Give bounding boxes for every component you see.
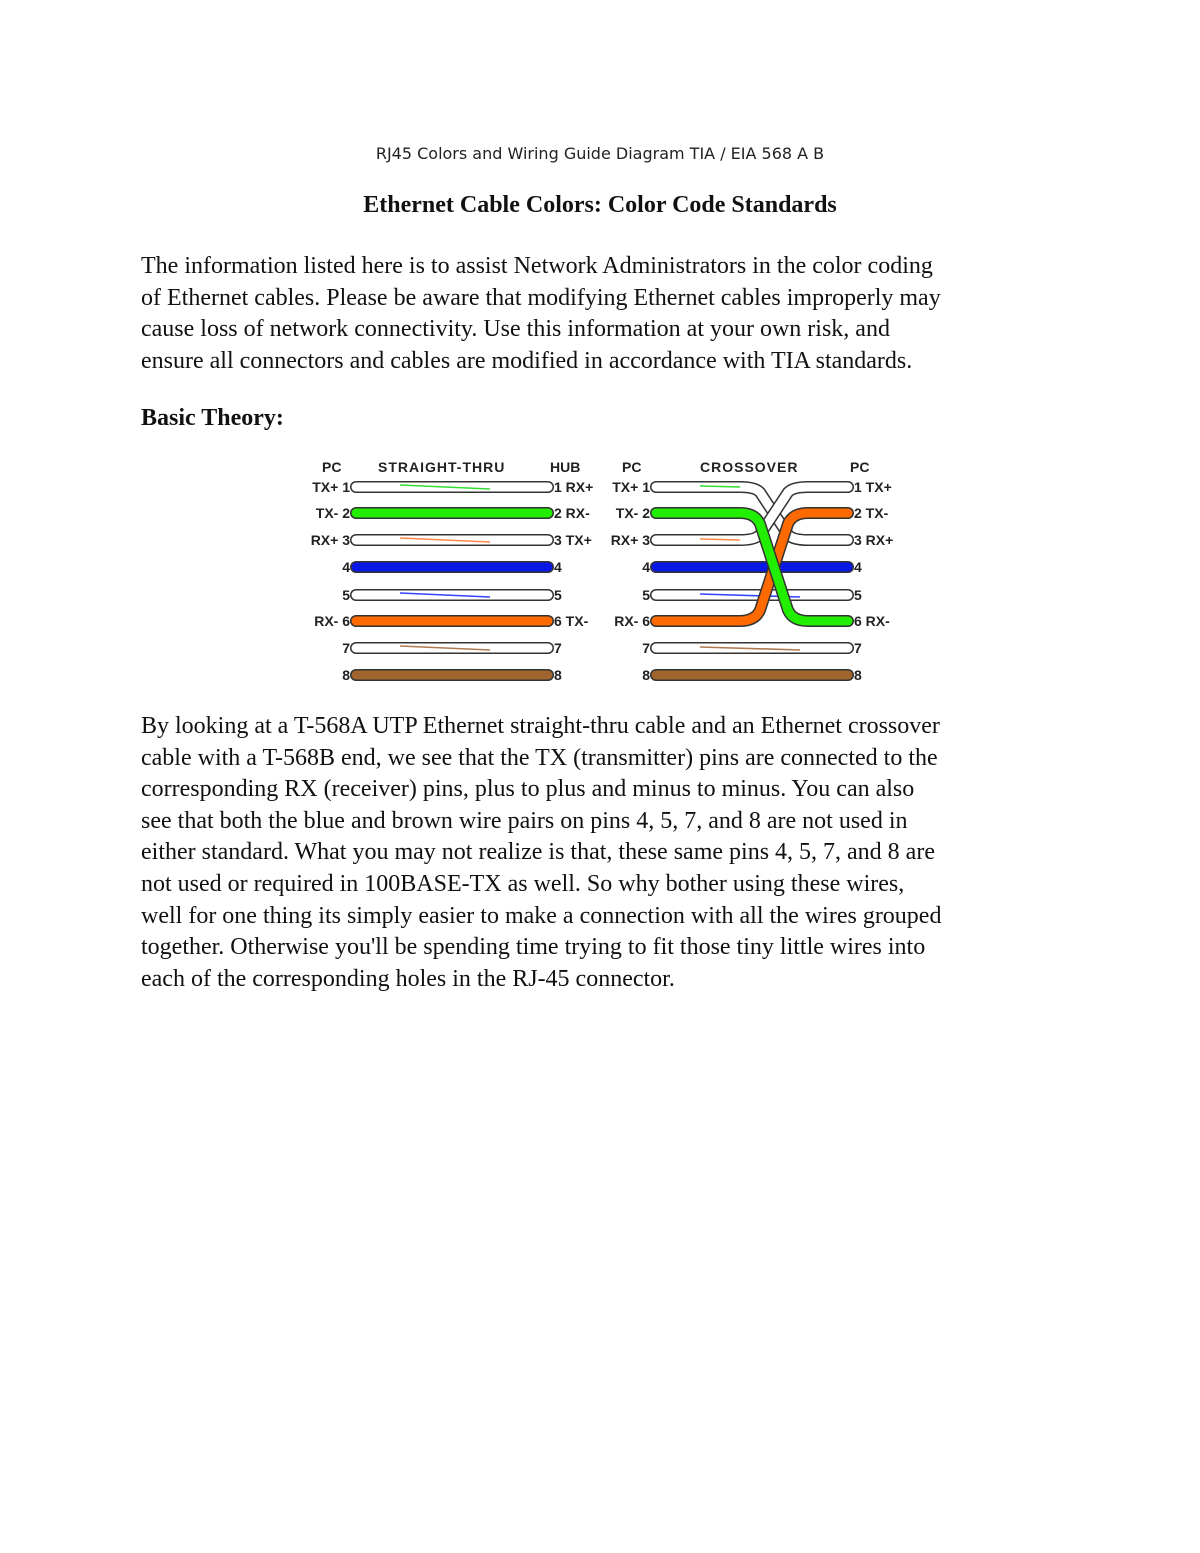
straight-right-pin-label: 6 TX- xyxy=(554,613,589,629)
text-line: cause loss of network connectivity. Use this information at your own risk, and xyxy=(141,316,890,343)
crossover-right-pin-label: 6 RX- xyxy=(854,613,890,629)
crossover-title: CROSSOVER xyxy=(700,459,799,475)
text-line: each of the corresponding holes in the RJ-45 connector. xyxy=(141,965,675,992)
straight-right-pin-label: 7 xyxy=(554,640,562,656)
crossover-left-pin-label: RX+ 3 xyxy=(610,532,650,548)
straight-wire-7 xyxy=(356,646,548,650)
page-title: Ethernet Cable Colors: Color Code Standards xyxy=(363,192,837,218)
crossover-left-pin-label: 5 xyxy=(642,587,650,603)
straight-left-header: PC xyxy=(322,459,342,475)
crossover-right-pin-label: 7 xyxy=(854,640,862,656)
body-paragraph xyxy=(141,711,941,995)
straight-right-pin-label: 3 TX+ xyxy=(554,532,592,548)
crossover-right-pin-label: 5 xyxy=(854,587,862,603)
text-line: well for one thing its simply easier to make a connection with all the wires grouped xyxy=(141,902,942,929)
text-line: By looking at a T-568A UTP Ethernet straight-thru cable and an Ethernet crossover xyxy=(141,713,940,739)
crossover-left-header: PC xyxy=(622,459,642,475)
crossover-right-header: PC xyxy=(850,459,870,475)
straight-title: STRAIGHT-THRU xyxy=(378,459,506,475)
text-line: of Ethernet cables. Please be aware that modifying Ethernet cables improperly may xyxy=(141,284,941,311)
straight-wire-1 xyxy=(356,485,548,489)
crossover-left-pin-label: 8 xyxy=(642,667,650,683)
crossover-left-pin-label: 7 xyxy=(642,640,650,656)
straight-right-pin-label: 1 RX+ xyxy=(554,479,594,495)
crossover-right-pin-label: 8 xyxy=(854,667,862,683)
basic-theory-heading: Basic Theory: xyxy=(141,405,284,431)
crossover-wire-7 xyxy=(656,647,848,650)
straight-left-pin-label: 5 xyxy=(342,587,350,603)
straight-left-pin-label: RX+ 3 xyxy=(310,532,350,548)
straight-wire-3 xyxy=(356,538,548,542)
crossover-right-pin-label: 2 TX- xyxy=(854,505,889,521)
crossover-left-pin-label: RX- 6 xyxy=(614,613,650,629)
crossover-left-pin-label: TX+ 1 xyxy=(612,479,650,495)
crossover-left-pin-label: TX- 2 xyxy=(615,505,650,521)
straight-left-pin-label: 4 xyxy=(342,559,350,575)
crossover-left-pin-label: 4 xyxy=(642,559,650,575)
page-header: RJ45 Colors and Wiring Guide Diagram TIA / EIA 568 A B xyxy=(375,144,825,163)
straight-right-pin-label: 5 xyxy=(554,587,562,603)
crossover-right-pin-label: 4 xyxy=(854,559,862,575)
text-line: ensure all connectors and cables are modified in accordance with TIA standards. xyxy=(141,347,913,374)
straight-left-pin-label: 8 xyxy=(342,667,350,683)
text-line: together. Otherwise you'll be spending time trying to fit those tiny little wires into xyxy=(141,934,926,961)
text-line: The information listed here is to assist Network Administrators in the color coding xyxy=(141,253,933,279)
straight-right-header: HUB xyxy=(550,459,581,475)
text-line: see that both the blue and brown wire pairs on pins 4, 5, 7, and 8 are not used in xyxy=(141,807,908,834)
straight-wire-5 xyxy=(356,593,548,597)
straight-left-pin-label: TX+ 1 xyxy=(312,479,350,495)
straight-right-pin-label: 2 RX- xyxy=(554,505,590,521)
text-line: either standard. What you may not realize is that, these same pins 4, 5, 7, and 8 are xyxy=(141,839,935,866)
intro-paragraph xyxy=(141,251,941,377)
wire-stripe xyxy=(700,539,740,540)
straight-right-pin-label: 8 xyxy=(554,667,562,683)
crossover-wire-5 xyxy=(656,594,848,597)
straight-left-pin-label: 7 xyxy=(342,640,350,656)
crossover-right-pin-label: 3 RX+ xyxy=(854,532,894,548)
crossover-right-pin-label: 1 TX+ xyxy=(854,479,892,495)
wiring-diagram xyxy=(300,455,900,690)
text-line: cable with a T-568B end, we see that the TX (transmitter) pins are connected to the xyxy=(141,744,938,771)
straight-left-pin-label: RX- 6 xyxy=(314,613,350,629)
wire-stripe xyxy=(700,486,740,487)
text-line: corresponding RX (receiver) pins, plus to plus and minus to minus. You can also xyxy=(141,776,915,803)
straight-right-pin-label: 4 xyxy=(554,559,562,575)
text-line: not used or required in 100BASE-TX as well. So why bother using these wires, xyxy=(141,870,905,897)
straight-left-pin-label: TX- 2 xyxy=(315,505,350,521)
